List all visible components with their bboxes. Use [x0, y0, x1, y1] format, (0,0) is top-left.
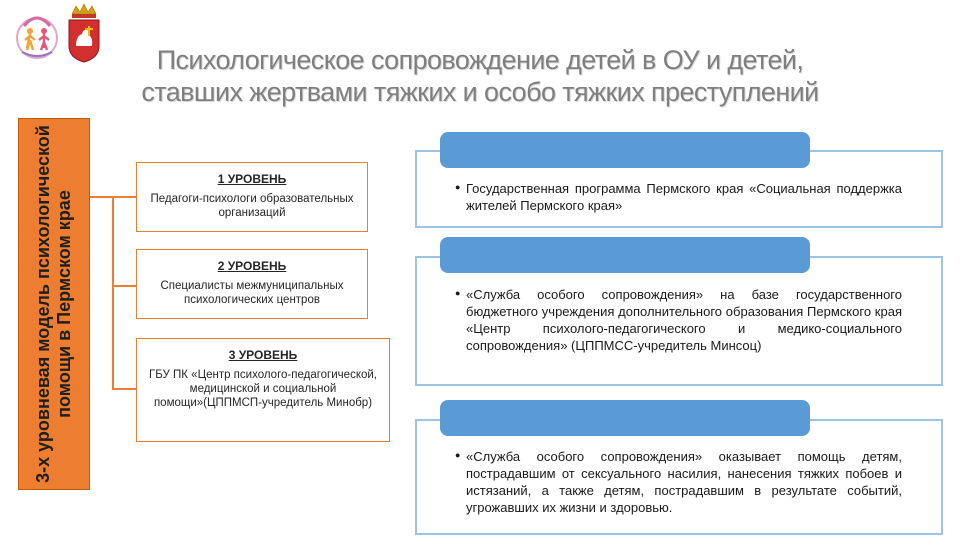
perm-krai-coat-of-arms-icon: [66, 2, 102, 64]
level-box-2: [136, 249, 368, 319]
connector-trunk-horizontal: [90, 196, 112, 198]
level-box-1: [136, 162, 368, 232]
children-figures-logo-icon: [14, 4, 60, 64]
level-description: ГБУ ПК «Центр психолого-педагогической, медицинской и социальной помощи»(ЦППМСП-учредитель Минобр): [149, 369, 377, 409]
panel-3-header-bar: [440, 400, 810, 436]
connector-level-1: [112, 196, 136, 198]
bullet-icon: ●: [455, 288, 461, 298]
panel-2-text: «Служба особого сопровождения» на базе государственного бюджетного учреждения дополнительного образования Пермского края «Центр психолого-педагогического и медико-социального сопровождения» (ЦППМСС-учредитель Минсоц): [466, 287, 902, 353]
panel-1-header-bar: [440, 132, 810, 168]
model-label-text: 3-х уровневая модель психологической помощи в Пермском крае: [33, 125, 74, 483]
connector-trunk-vertical: [112, 196, 114, 390]
page-title-line-1: Психологическое сопровождение детей в ОУ и детей,: [156, 45, 804, 75]
level-description: Специалисты межмуниципальных психологических центров: [160, 280, 344, 306]
connector-level-3: [112, 388, 136, 390]
bullet-icon: ●: [455, 182, 461, 192]
panel-2-header-bar: [440, 237, 810, 273]
connector-level-2: [112, 285, 136, 287]
level-box-3: [136, 338, 390, 442]
page-title-line-2: ставших жертвами тяжких и особо тяжких преступлений: [141, 77, 819, 107]
level-title: 2 УРОВЕНЬ: [217, 259, 287, 273]
level-title: 1 УРОВЕНЬ: [217, 172, 287, 186]
panel-3-text: «Служба особого сопровождения» оказывает помощь детям, пострадавшим от сексуального насилия, нанесения тяжких побоев и истязаний, а также детям, пострадавшим в результате событий, угрожавших их жизни и здоровью.: [466, 449, 902, 515]
level-description: Педагоги-психологи образовательных организаций: [150, 193, 354, 219]
bullet-icon: ●: [455, 450, 461, 460]
panel-1-text: Государственная программа Пермского края «Социальная поддержка жителей Пермского края»: [466, 181, 902, 213]
page-title: [100, 44, 860, 108]
level-title: 3 УРОВЕНЬ: [228, 348, 298, 362]
